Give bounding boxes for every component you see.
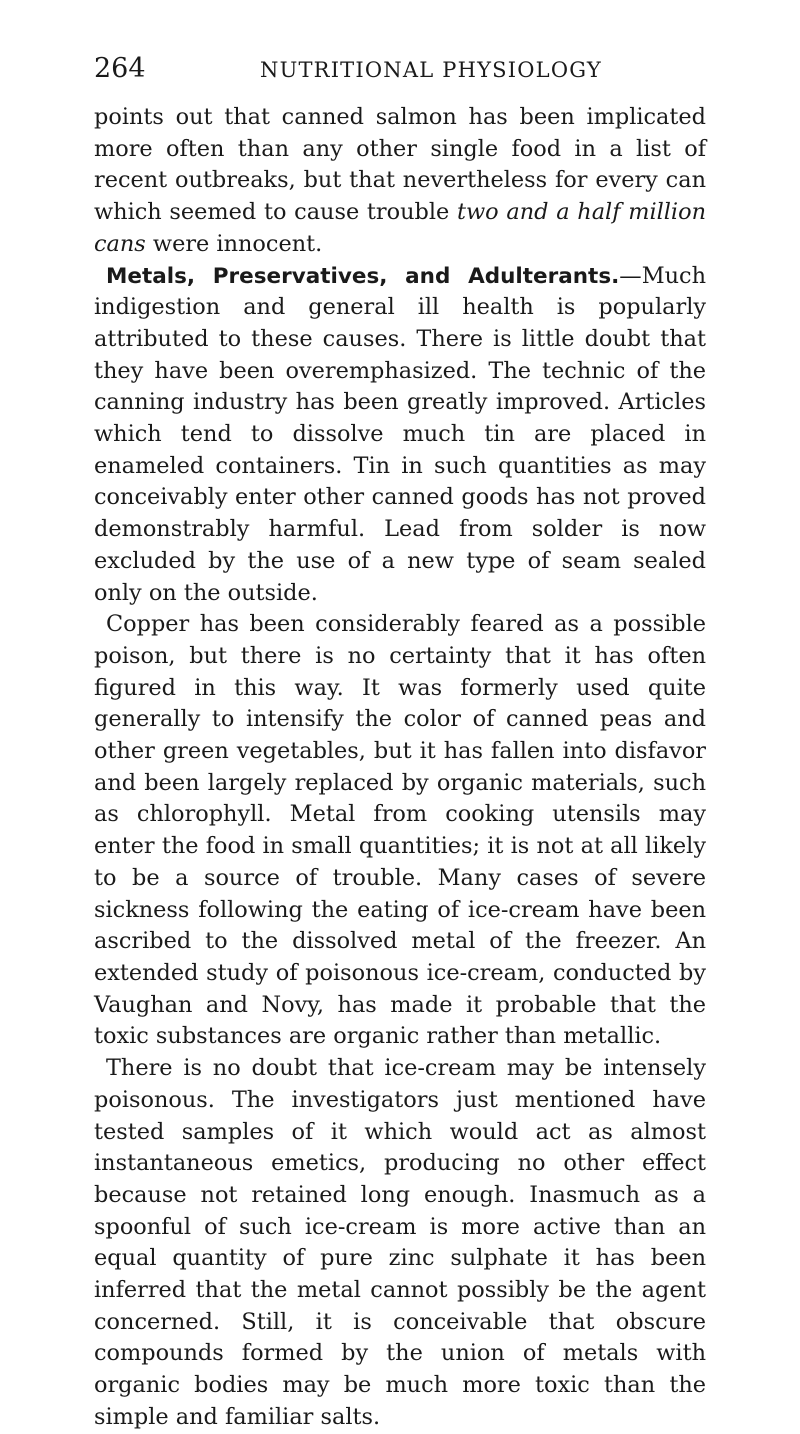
paragraph-metals-text: —Much indigestion and general ill health is popularly attributed to these causes. There is little doubt that they have been overemphasized. The technic of the canning industry has been greatly improved. Articles which tend to dissolve much tin are placed in enameled containers. Tin in such quantities as may conceivably enter other canned goods has not proved demonstrably harmful. Lead from solder is now excluded by the use of a new type of seam sealed only on the outside.	[94, 262, 706, 606]
paragraph-salmon	[94, 102, 706, 261]
running-header	[94, 52, 706, 86]
paragraph-copper: Copper has been considerably feared as a possible poison, but there is no certainty that it has often figured in this way. It was formerly used quite generally to intensify the color of canned peas and other green vegetables, but it has fallen into disfavor and been largely replaced by organic materials, such as chlorophyll. Metal from cooking utensils may enter the food in small quantities; it is not at all likely to be a source of trouble. Many cases of severe sickness following the eating of ice-cream have been ascribed to the dissolved metal of the freezer. An extended study of poisonous ice-cream, conducted by Vaughan and Novy, has made it probable that the toxic substances are organic rather than metallic.	[94, 611, 706, 1050]
paragraph-ice-cream: There is no doubt that ice-cream may be intensely poisonous. The investigators just mentioned have tested samples of it which would act as almost instantaneous emetics, producing no other effect because not retained long enough. Inasmuch as a spoonful of such ice-cream is more active than an equal quantity of pure zinc sulphate it has been inferred that the metal cannot possibly be the agent concerned. Still, it is conceivable that obscure compounds formed by the union of metals with organic bodies may be much more toxic than the simple and familiar salts.	[94, 1055, 706, 1430]
running-title: NUTRITIONAL PHYSIOLOGY	[260, 58, 602, 82]
book-page	[94, 52, 706, 1434]
body-text	[94, 102, 706, 1434]
paragraph-salmon-italic: two and a half million cans	[94, 199, 706, 257]
paragraph-salmon-end: were innocent.	[145, 230, 323, 257]
section-heading-metals: Metals, Preservatives, and Adulterants.	[106, 263, 620, 289]
page-number: 264	[94, 53, 146, 84]
paragraph-metals	[94, 261, 706, 610]
paragraph-salmon-text: points out that canned salmon has been implicated more often than any other single food in a list of recent outbreaks, but that nevertheless for every can which seemed to cause trouble	[94, 104, 706, 226]
